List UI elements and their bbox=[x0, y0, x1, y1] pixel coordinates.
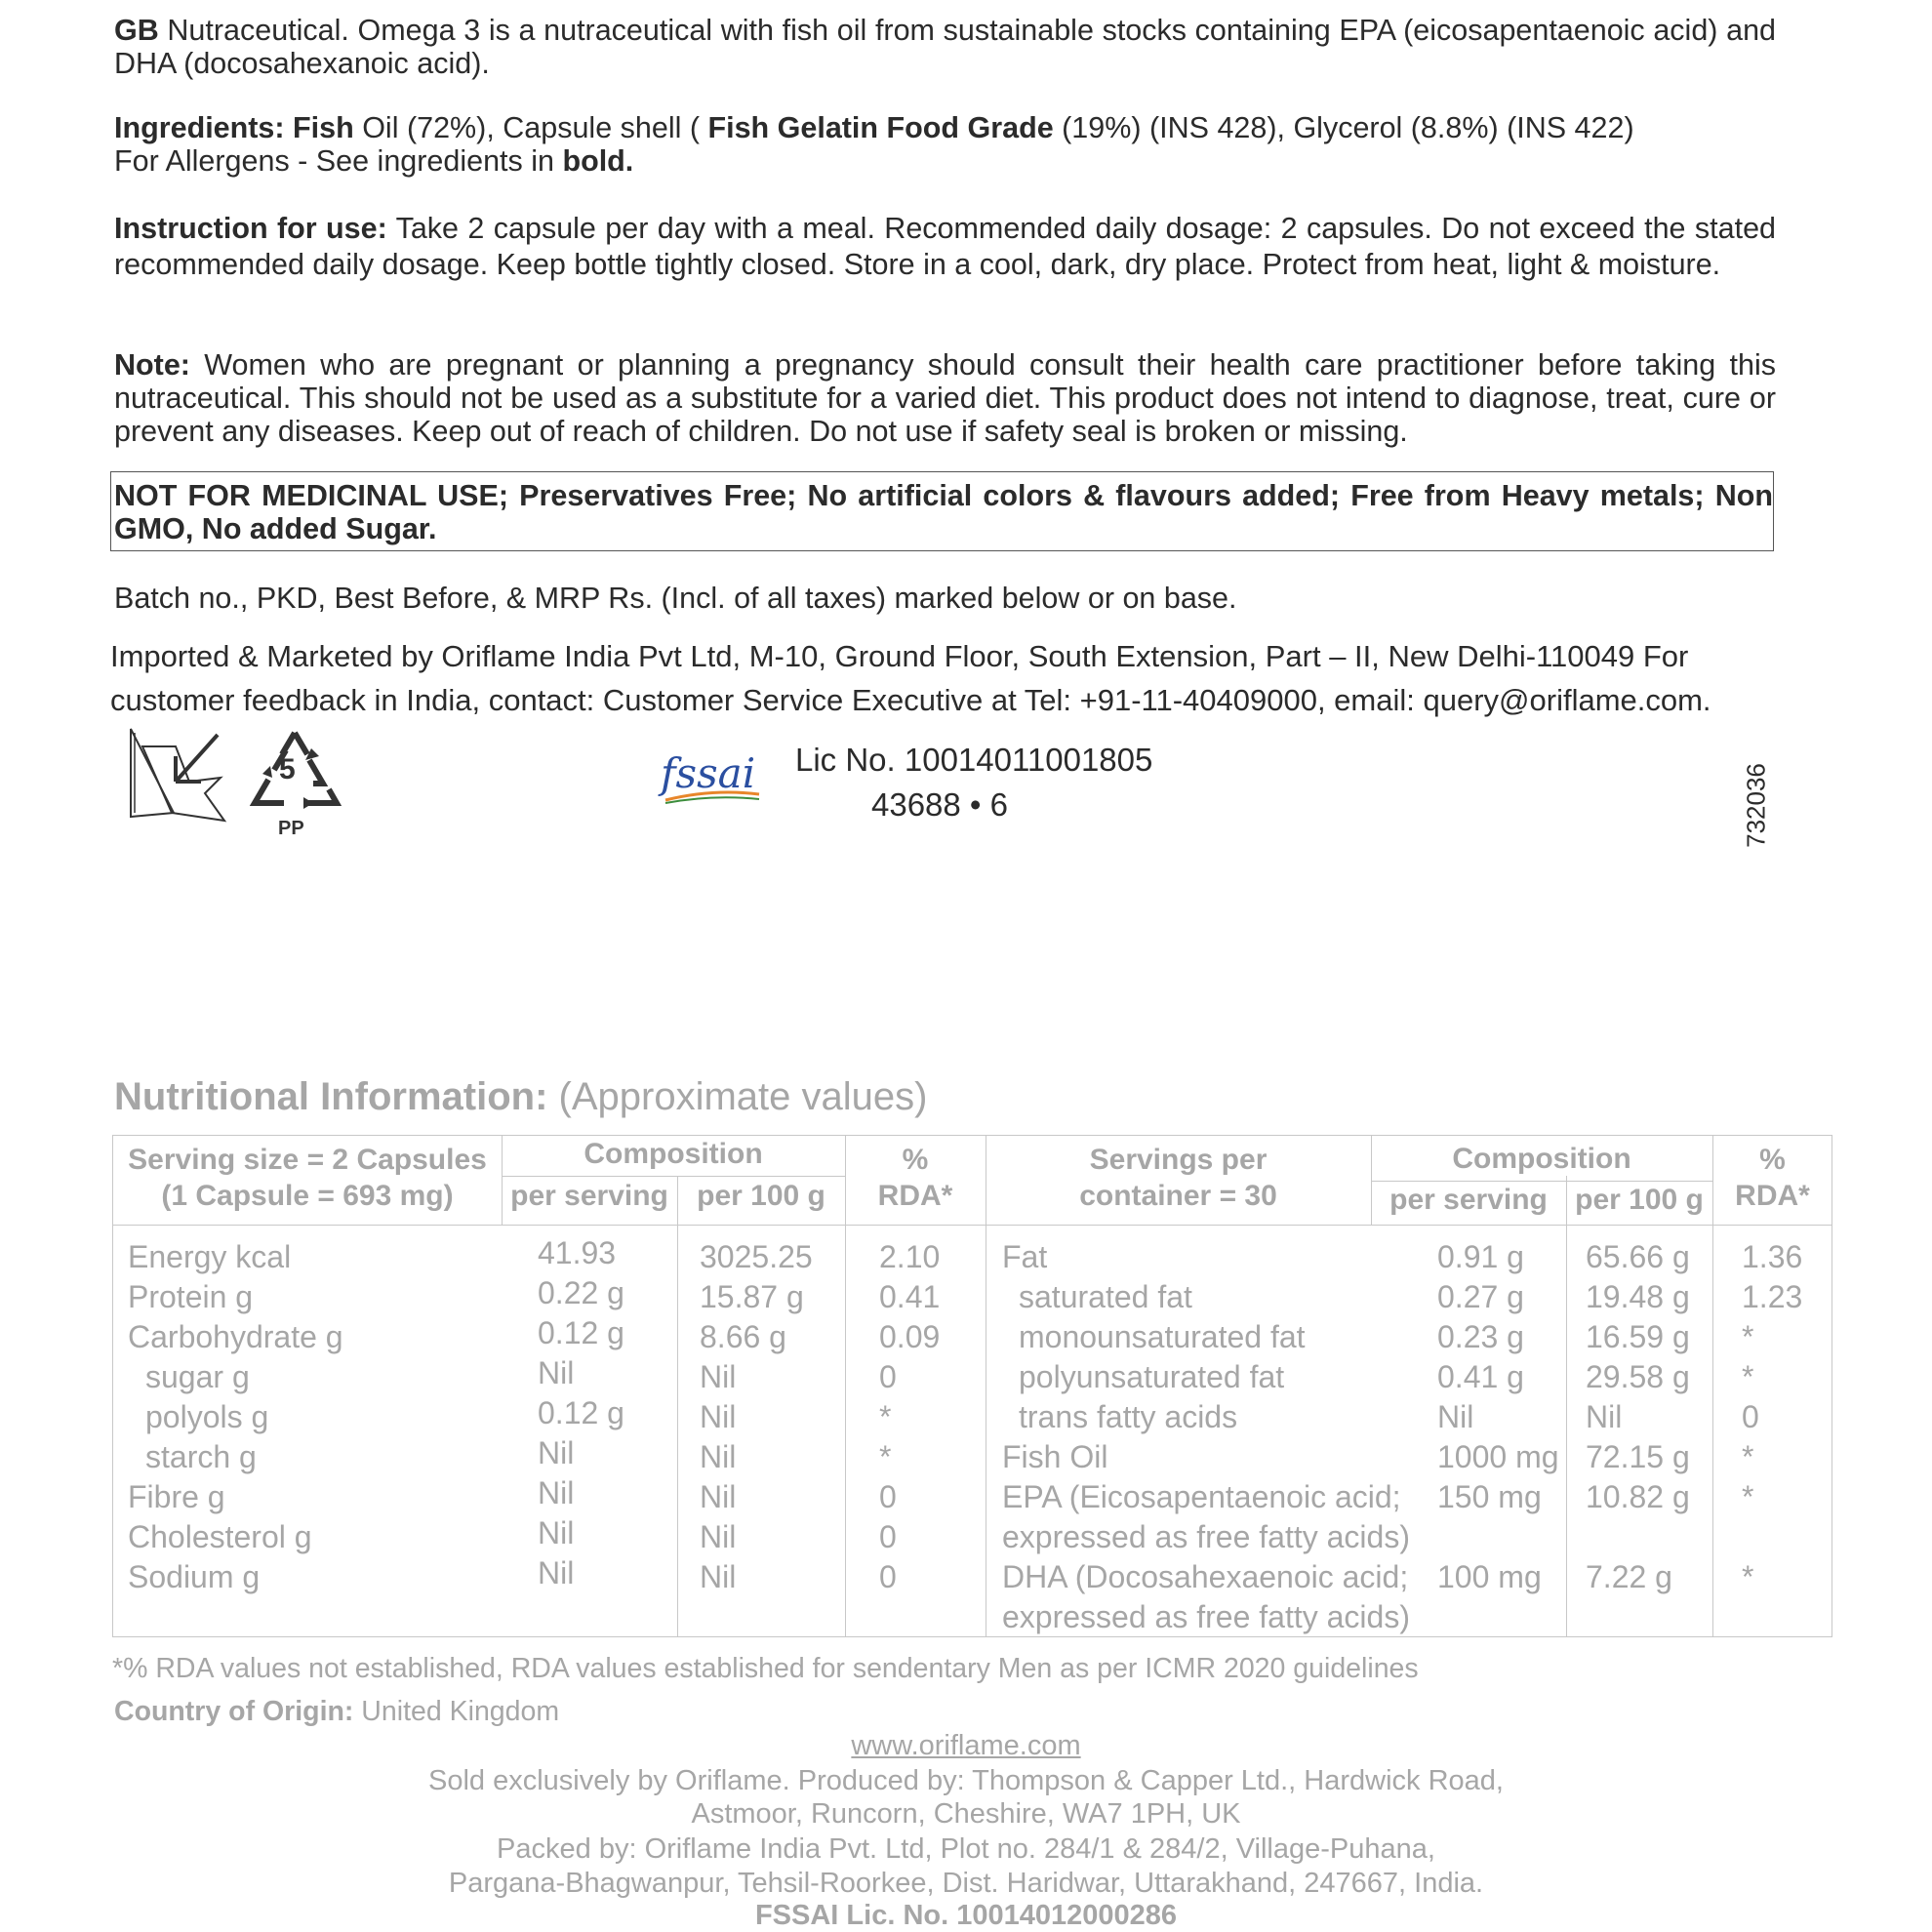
fssai-swoosh-icon bbox=[664, 790, 761, 804]
right-row-rda: * bbox=[1742, 1319, 1754, 1354]
right-row-name: Fat bbox=[1002, 1239, 1048, 1274]
recycle-number: 5 bbox=[279, 753, 296, 785]
batch-text: Batch no., PKD, Best Before, & MRP Rs. (Incl. of all taxes) marked below or on base. bbox=[114, 582, 1237, 615]
note-label: Note: bbox=[114, 348, 190, 382]
product-code: 43688 • 6 bbox=[871, 786, 1009, 823]
header-per-serving-right: per serving bbox=[1389, 1184, 1548, 1216]
disclaimer-text: NOT FOR MEDICINAL USE; Preservatives Free; No artificial colors & flavours added; Free from Heavy metals; Non GMO, No added Sugar. bbox=[114, 479, 1773, 545]
right-row-per100: 29.58 g bbox=[1586, 1359, 1690, 1394]
header-per-serving-left: per serving bbox=[510, 1180, 668, 1212]
note-text: Women who are pregnant or planning a pregnancy should consult their health care practitioner before taking this nutraceutical. This should not be used as a substitute for a varied diet. This product does not intend to diagnose, treat, cure or prevent any diseases. Keep out of reach of children. Do not use if safety seal is broken or missing. bbox=[114, 348, 1776, 448]
rda-note: *% RDA values not established, RDA values established for sendentary Men as per ICMR 2020 guidelines bbox=[112, 1653, 1419, 1684]
right-row-name: monounsaturated fat bbox=[1019, 1319, 1306, 1354]
ingredients-part1: Oil (72%), Capsule shell ( bbox=[353, 111, 708, 144]
left-row-per100: Nil bbox=[700, 1359, 737, 1394]
right-row-serving: Nil bbox=[1437, 1399, 1474, 1434]
left-row-serving: Nil bbox=[538, 1555, 575, 1590]
right-row-per100: 19.48 g bbox=[1586, 1279, 1690, 1314]
country-of-origin bbox=[114, 1696, 559, 1728]
right-row-rda: * bbox=[1742, 1559, 1754, 1594]
header-serving-size: Serving size = 2 Capsules bbox=[128, 1144, 487, 1176]
left-row-name: starch g bbox=[145, 1439, 257, 1474]
left-row-name: sugar g bbox=[145, 1359, 250, 1394]
right-row-per100: 16.59 g bbox=[1586, 1319, 1690, 1354]
left-row-rda: * bbox=[879, 1439, 892, 1474]
right-row-name: EPA (Eicosapentaenoic acid; bbox=[1002, 1479, 1401, 1514]
nutrition-title-bold: Nutritional Information: bbox=[114, 1075, 548, 1118]
right-row-rda: 0 bbox=[1742, 1399, 1759, 1434]
left-row-rda: 0 bbox=[879, 1519, 897, 1554]
right-row-name: saturated fat bbox=[1019, 1279, 1192, 1314]
fssai-logo: fssai bbox=[661, 749, 756, 797]
left-row-rda: 0 bbox=[879, 1359, 897, 1394]
left-row-per100: Nil bbox=[700, 1519, 737, 1554]
right-row-name: DHA (Docosahexaenoic acid; bbox=[1002, 1559, 1409, 1594]
instruction-text: Take 2 capsule per day with a meal. Recommended daily dosage: 2 capsules. Do not exceed the stated recommended daily dosage. Keep bottle tightly closed. Store in a cool, dark, dry place. Protect from heat, light & moisture. bbox=[114, 212, 1776, 281]
left-row-serving: 0.12 g bbox=[538, 1395, 624, 1430]
importer-text: Imported & Marketed by Oriflame India Pvt Ltd, M-10, Ground Floor, South Extension, Part – II, New Delhi-110049 For customer feedback in India, contact: Customer Service Executive at Tel: +91-11-40409000, email: query@oriflame.com. bbox=[110, 639, 1711, 717]
ingredients-paragraph bbox=[114, 111, 1776, 178]
right-row-serving: 0.41 g bbox=[1437, 1359, 1524, 1394]
sold-line-1: Sold exclusively by Oriflame. Produced by: Thompson & Capper Ltd., Hardwick Road, bbox=[428, 1765, 1504, 1796]
right-row-per100: 65.66 g bbox=[1586, 1239, 1690, 1274]
right-row-rda: 1.23 bbox=[1742, 1279, 1803, 1314]
header-composition-right: Composition bbox=[1452, 1143, 1631, 1175]
header-container: container = 30 bbox=[1079, 1180, 1277, 1212]
right-row-name: expressed as free fatty acids) bbox=[1002, 1599, 1410, 1634]
left-row-serving: Nil bbox=[538, 1355, 575, 1390]
left-row-rda: 0 bbox=[879, 1479, 897, 1514]
header-composition-left: Composition bbox=[584, 1138, 763, 1170]
left-row-per100: Nil bbox=[700, 1559, 737, 1594]
right-row-serving: 0.27 g bbox=[1437, 1279, 1524, 1314]
header-servings-per: Servings per bbox=[1089, 1144, 1268, 1176]
left-row-per100: Nil bbox=[700, 1479, 737, 1514]
disposal-arrow-icon bbox=[125, 727, 232, 825]
left-row-name: Carbohydrate g bbox=[128, 1319, 343, 1354]
left-row-rda: * bbox=[879, 1399, 892, 1434]
left-row-name: Protein g bbox=[128, 1279, 254, 1314]
fssai-license: FSSAI Lic. No. 10014012000286 bbox=[754, 1900, 1178, 1931]
header-capsule-weight: (1 Capsule = 693 mg) bbox=[161, 1180, 454, 1212]
left-row-per100: 15.87 g bbox=[700, 1279, 804, 1314]
header-rda-right: RDA* bbox=[1735, 1180, 1810, 1212]
allergens-text: For Allergens - See ingredients in bbox=[114, 144, 563, 178]
origin-label: Country of Origin: bbox=[114, 1696, 354, 1727]
sold-line-2: Astmoor, Runcorn, Cheshire, WA7 1PH, UK bbox=[691, 1798, 1241, 1830]
left-row-serving: 0.22 g bbox=[538, 1275, 624, 1310]
left-row-serving: 0.12 g bbox=[538, 1315, 624, 1350]
right-row-serving: 0.91 g bbox=[1437, 1239, 1524, 1274]
right-row-name: Fish Oil bbox=[1002, 1439, 1108, 1474]
left-row-serving: Nil bbox=[538, 1475, 575, 1510]
right-row-name: expressed as free fatty acids) bbox=[1002, 1519, 1410, 1554]
left-row-per100: 8.66 g bbox=[700, 1319, 786, 1354]
nutrition-title bbox=[114, 1075, 927, 1119]
left-row-serving: Nil bbox=[538, 1515, 575, 1550]
left-row-rda: 0.09 bbox=[879, 1319, 941, 1354]
left-row-per100: 3025.25 bbox=[700, 1239, 813, 1274]
left-row-per100: Nil bbox=[700, 1399, 737, 1434]
instruction-label: Instruction for use: bbox=[114, 212, 387, 245]
right-row-rda: * bbox=[1742, 1479, 1754, 1514]
recycle-material: PP bbox=[278, 818, 304, 839]
right-row-rda: 1.36 bbox=[1742, 1239, 1803, 1274]
left-row-serving: Nil bbox=[538, 1435, 575, 1470]
right-row-serving: 1000 mg bbox=[1437, 1439, 1559, 1474]
website-link[interactable]: www.oriflame.com bbox=[851, 1730, 1081, 1761]
packed-line-2: Pargana-Bhagwanpur, Tehsil-Roorkee, Dist. Haridwar, Uttarakhand, 247667, India. bbox=[448, 1868, 1484, 1899]
ingredients-gelatin: Fish Gelatin Food Grade bbox=[707, 111, 1054, 144]
left-row-per100: Nil bbox=[700, 1439, 737, 1474]
left-row-name: Cholesterol g bbox=[128, 1519, 312, 1554]
origin-value: United Kingdom bbox=[353, 1696, 560, 1727]
license-number: Lic No. 10014011001805 bbox=[795, 742, 1153, 778]
right-row-per100: 72.15 g bbox=[1586, 1439, 1690, 1474]
header-pct-right: % bbox=[1759, 1144, 1786, 1176]
ingredients-part2: (19%) (INS 428), Glycerol (8.8%) (INS 422) bbox=[1053, 111, 1634, 144]
right-row-name: trans fatty acids bbox=[1019, 1399, 1238, 1434]
vertical-code: 732036 bbox=[1741, 763, 1771, 848]
ingredients-fish: Fish bbox=[293, 111, 354, 144]
left-row-name: Fibre g bbox=[128, 1479, 225, 1514]
right-row-rda: * bbox=[1742, 1439, 1754, 1474]
ingredients-label: Ingredients: bbox=[114, 111, 285, 144]
right-row-serving: 100 mg bbox=[1437, 1559, 1542, 1594]
header-per-100g-left: per 100 g bbox=[697, 1180, 825, 1212]
left-row-name: polyols g bbox=[145, 1399, 269, 1434]
right-row-name: polyunsaturated fat bbox=[1019, 1359, 1285, 1394]
intro-text: Nutraceutical. Omega 3 is a nutraceutical with fish oil from sustainable stocks containing EPA (eicosapentaenoic acid) and DHA (docosahexanoic acid). bbox=[114, 14, 1776, 80]
right-row-serving: 150 mg bbox=[1437, 1479, 1542, 1514]
left-row-serving: 41.93 bbox=[538, 1235, 617, 1270]
left-row-name: Energy kcal bbox=[128, 1239, 292, 1274]
left-row-rda: 0 bbox=[879, 1559, 897, 1594]
allergens-bold: bold. bbox=[562, 144, 634, 178]
intro-lead: GB bbox=[114, 14, 159, 47]
instruction-paragraph bbox=[114, 211, 1776, 283]
left-row-name: Sodium g bbox=[128, 1559, 261, 1594]
left-row-rda: 0.41 bbox=[879, 1279, 941, 1314]
right-row-serving: 0.23 g bbox=[1437, 1319, 1524, 1354]
packed-line-1: Packed by: Oriflame India Pvt. Ltd, Plot no. 284/1 & 284/2, Village-Puhana, bbox=[497, 1833, 1435, 1865]
nutrition-title-rest: (Approximate values) bbox=[547, 1075, 928, 1118]
left-row-rda: 2.10 bbox=[879, 1239, 941, 1274]
right-row-per100: Nil bbox=[1586, 1399, 1623, 1434]
header-rda-left: RDA* bbox=[877, 1180, 953, 1212]
header-per-100g-right: per 100 g bbox=[1575, 1184, 1704, 1216]
note-paragraph bbox=[114, 348, 1776, 448]
right-row-per100: 10.82 g bbox=[1586, 1479, 1690, 1514]
right-row-per100: 7.22 g bbox=[1586, 1559, 1672, 1594]
intro-paragraph bbox=[114, 14, 1776, 80]
header-pct-left: % bbox=[902, 1144, 929, 1176]
right-row-rda: * bbox=[1742, 1359, 1754, 1394]
